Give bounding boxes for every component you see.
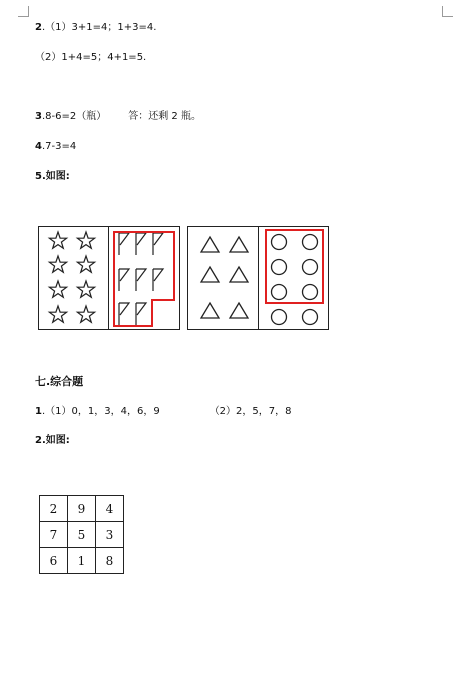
item-answer: 答：还剩 2 瓶。 xyxy=(128,111,201,122)
magic-square-cell: 3 xyxy=(96,522,124,548)
item-text: .如图: xyxy=(41,435,70,446)
magic-square-cell: 2 xyxy=(40,496,68,522)
magic-square-cell: 6 xyxy=(40,548,68,574)
circle-icons xyxy=(272,235,318,325)
corner-mark-top-right xyxy=(442,6,453,17)
triangle-icon xyxy=(230,237,248,252)
star-icons xyxy=(49,232,94,322)
magic-square-row xyxy=(40,496,124,522)
triangle-icon xyxy=(201,237,219,252)
item-number: 2 xyxy=(35,435,42,446)
flag-icon xyxy=(119,303,129,325)
answer-q5 xyxy=(35,170,70,184)
star-icon xyxy=(77,281,94,297)
star-icon xyxy=(77,256,94,272)
answer-q2-part1 xyxy=(35,21,156,35)
flag-icon xyxy=(153,233,163,255)
magic-square-cell: 9 xyxy=(68,496,96,522)
triangle-icons xyxy=(201,237,248,318)
answer-q3 xyxy=(35,110,201,124)
flag-icons xyxy=(119,233,163,325)
item-text: （2）1+4=5；4+1=5. xyxy=(35,52,147,63)
item-number: 3 xyxy=(35,111,42,122)
magic-square-cell: 7 xyxy=(40,522,68,548)
star-icon xyxy=(49,281,66,297)
answer-q2-part2 xyxy=(35,51,146,65)
triangle-icon xyxy=(230,303,248,318)
item-text: .7-3=4 xyxy=(41,141,77,152)
circle-icon xyxy=(303,235,318,250)
magic-square-row xyxy=(40,548,124,574)
triangle-icon xyxy=(201,267,219,282)
section-title-text: 七.综合题 xyxy=(35,375,84,388)
item-number: 1 xyxy=(35,406,42,417)
flag-icon xyxy=(136,233,146,255)
magic-square-cell: 5 xyxy=(68,522,96,548)
item-text: .8-6=2（瓶） xyxy=(41,111,107,122)
figure-triangles-circles xyxy=(187,226,329,331)
highlight-outline xyxy=(266,230,323,303)
circle-icon xyxy=(303,285,318,300)
triangle-icon xyxy=(230,267,248,282)
flag-icon xyxy=(153,269,163,291)
answer-q4 xyxy=(35,140,76,154)
item-text: .（1）0，1，3，4，6，9 xyxy=(41,406,160,417)
magic-square-cell: 8 xyxy=(96,548,124,574)
item-text: .如图: xyxy=(41,171,70,182)
item-number: 4 xyxy=(35,141,42,152)
circle-icon xyxy=(272,235,287,250)
item-number: 2 xyxy=(35,22,42,33)
figure-stars-flags xyxy=(38,226,180,331)
flag-icon xyxy=(136,269,146,291)
star-icon xyxy=(77,306,94,322)
answer-section7-q2 xyxy=(35,434,70,448)
corner-mark-top-left xyxy=(18,6,29,17)
magic-square-cell: 1 xyxy=(68,548,96,574)
circle-icon xyxy=(303,310,318,325)
section-title xyxy=(35,375,83,389)
star-icon xyxy=(49,306,66,322)
item-text-part2: （2）2，5，7，8 xyxy=(209,406,292,417)
magic-square-cell: 4 xyxy=(96,496,124,522)
star-icon xyxy=(49,232,66,248)
flag-icon xyxy=(136,303,146,325)
magic-square-row xyxy=(40,522,124,548)
star-icon xyxy=(77,232,94,248)
triangle-icon xyxy=(201,303,219,318)
circle-icon xyxy=(303,260,318,275)
magic-square xyxy=(39,495,124,574)
item-text: .（1）3+1=4；1+3=4. xyxy=(41,22,157,33)
circle-icon xyxy=(272,310,287,325)
answer-section7-q1 xyxy=(35,405,292,419)
flag-icon xyxy=(119,269,129,291)
circle-icon xyxy=(272,260,287,275)
star-icon xyxy=(49,256,66,272)
circle-icon xyxy=(272,285,287,300)
item-number: 5 xyxy=(35,171,42,182)
flag-icon xyxy=(119,233,129,255)
